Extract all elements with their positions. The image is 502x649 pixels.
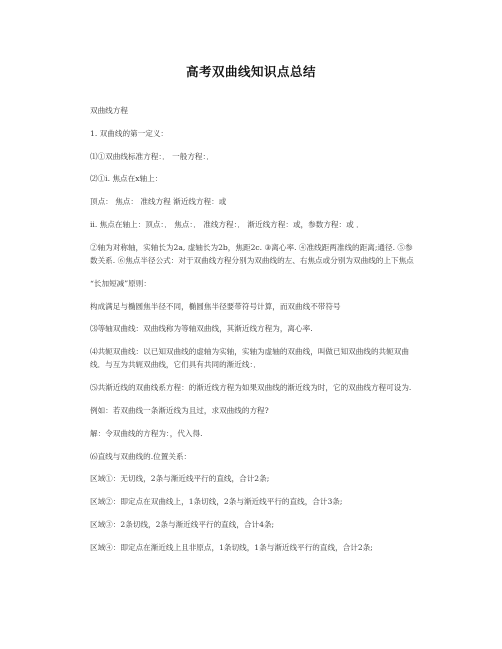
paragraph-axis-properties: ②轴为对称轴，实轴长为2a, 虚轴长为2b，焦距2c. ③离心率. ④准线距两准线的距离;通径. ⑤参数关系. ⑥焦点半径公式：对于双曲线方程分别为双曲线的左、右焦点或分别为双曲线的上下焦点 (90, 242, 414, 265)
paragraph-example: 例如：若双曲线一条渐近线为且过，求双曲线的方程? (90, 405, 269, 415)
paragraph-region-3: 区域③：2条切线，2条与渐近线平行的直线，合计4条; (90, 519, 275, 529)
paragraph-section-heading: 双曲线方程 (90, 106, 128, 115)
paragraph-line-relation: ⑹直线与双曲线的.位置关系： (90, 451, 192, 461)
paragraph-region-4: 区域④：即定点在渐近线上且非原点，1条切线，1条与渐近线平行的直线，合计2条; (90, 542, 373, 552)
paragraph-equilateral-hyperbola: ⑶等轴双曲线：双曲线称为等轴双曲线，其渐近线方程为，离心率. (90, 324, 313, 334)
paragraph-focus-x-axis: ⑵①i. 焦点在x轴上： (90, 174, 163, 184)
paragraph-focus-y-axis: ii. 焦点在轴上：顶点：． 焦点：． 准线方程：． 渐近线方程：或，参数方程：或 ． (90, 219, 364, 229)
paragraph-first-definition: 1. 双曲线的第一定义： (90, 128, 169, 138)
paragraph-long-short-rule: “长加短减”原则： (90, 278, 151, 288)
paragraph-asymptote-family: ⑸共渐近线的双曲线系方程：的渐近线方程为如果双曲线的渐近线为时，它的双曲线方程可设为. (90, 383, 412, 393)
paragraph-standard-equation: ⑴①双曲线标准方程：． 一般方程：． (90, 151, 214, 161)
paragraph-conjugate-hyperbola: ⑷共轭双曲线：以已知双曲线的虚轴为实轴，实轴为虚轴的双曲线，叫做已知双曲线的共轭双曲线．与互为共轭双曲线，它们具有共同的渐近线：． (90, 347, 409, 370)
document-body (90, 104, 415, 564)
page-title: 高考双曲线知识点总结 (185, 64, 316, 79)
paragraph-focal-radius-note: 构成满足与椭圆焦半径不同，椭圆焦半径要带符号计算，而双曲线不带符号 (90, 301, 341, 311)
paragraph-region-2: 区域②：即定点在双曲线上，1条切线，2条与渐近线平行的直线，合计3条; (90, 497, 343, 507)
paragraph-region-1: 区域①：无切线，2条与渐近线平行的直线，合计2条; (90, 474, 270, 484)
paragraph-vertex-focus: 顶点： 焦点： 准线方程 渐近线方程：或 (90, 197, 227, 207)
paragraph-solution: 解：令双曲线的方程为：，代入得. (90, 428, 203, 438)
